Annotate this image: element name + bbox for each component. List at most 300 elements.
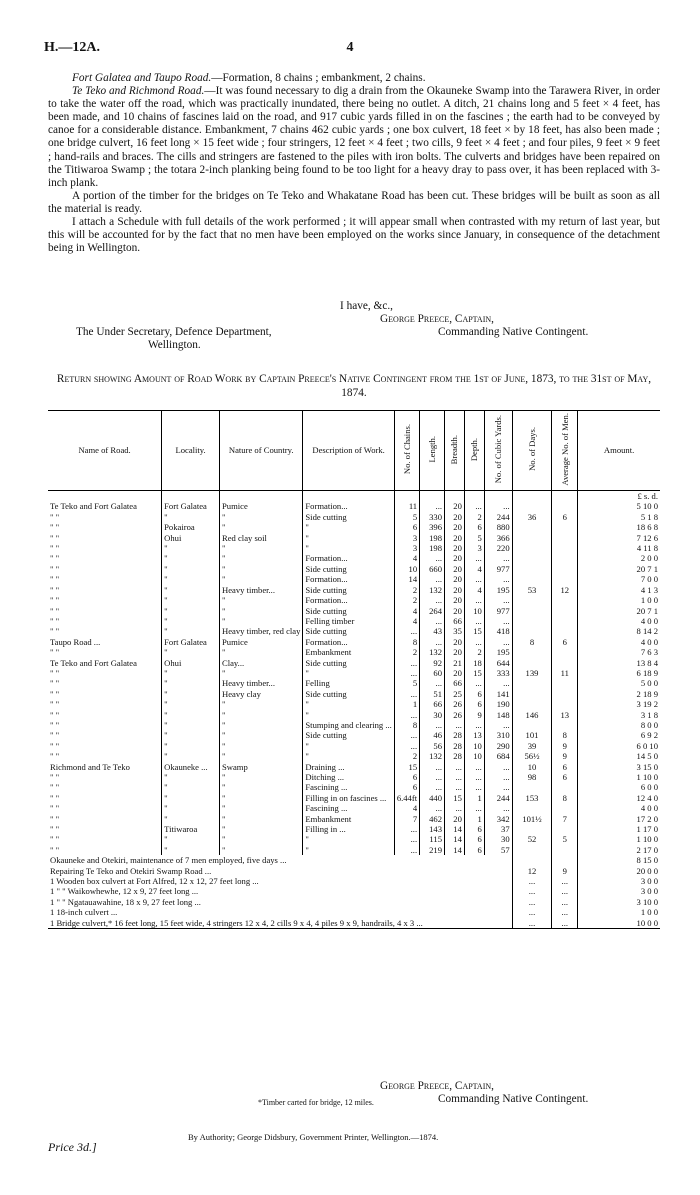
letter-body: [48, 72, 660, 255]
table-cell: [512, 564, 552, 574]
page-header: [44, 40, 656, 60]
table-cell: [512, 803, 552, 813]
table-row: [48, 845, 660, 855]
table-cell: [512, 616, 552, 626]
table-cell: Side cutting: [303, 658, 394, 668]
table-cell: 6: [464, 845, 484, 855]
table-cell: 2 0 0: [578, 553, 660, 563]
table-cell: 26: [445, 710, 465, 720]
table-cell: [552, 699, 578, 709]
table-cell: Embankment: [303, 647, 394, 657]
span-amount: 10 0 0: [578, 918, 660, 929]
table-cell: ": [220, 522, 303, 532]
price: Price 3d.]: [48, 1140, 97, 1154]
table-cell: " ": [50, 803, 60, 814]
table-cell: ...: [484, 501, 512, 511]
table-cell: 264: [420, 606, 445, 616]
span-men: ...: [552, 907, 578, 917]
table-cell: 4 1 3: [578, 585, 660, 595]
table-cell: 20: [445, 814, 465, 824]
table-cell: ...: [420, 803, 445, 813]
table-cell: ...: [464, 720, 484, 730]
table-row: [48, 793, 660, 803]
table-cell: 396: [420, 522, 445, 532]
table-cell: ": [220, 699, 303, 709]
table-cell: 10: [464, 606, 484, 616]
table-cell: 60: [420, 668, 445, 678]
table-cell: ...: [420, 772, 445, 782]
table-cell: ...: [445, 720, 465, 730]
table-cell: [512, 782, 552, 792]
table-cell: ...: [420, 782, 445, 792]
header-cubic-yards: No. of Cubic Yards.: [493, 415, 503, 484]
table-cell: 440: [420, 793, 445, 803]
table-cell: ": [162, 699, 220, 709]
table-cell: [552, 595, 578, 605]
table-cell: " ": [50, 553, 60, 564]
table-cell: [512, 522, 552, 532]
table-cell: ...: [445, 803, 465, 813]
table-cell: 4 0 0: [578, 616, 660, 626]
table-cell: ": [220, 595, 303, 605]
table-cell: " ": [50, 688, 60, 699]
table-cell: 148: [484, 710, 512, 720]
table-cell: 6 0 0: [578, 782, 660, 792]
table-cell: ": [162, 793, 220, 803]
table-cell: 7: [552, 814, 578, 824]
table-cell: 6: [394, 782, 419, 792]
table-cell: 46: [420, 730, 445, 740]
table-cell: Draining ...: [303, 762, 394, 772]
table-row: [48, 585, 660, 595]
table-cell: ": [162, 574, 220, 584]
span-days: ...: [512, 876, 552, 886]
table-cell: Heavy timber...: [220, 585, 303, 595]
table-cell: Stumping and clearing ...: [303, 720, 394, 730]
document-reference: H.—12A.: [44, 40, 100, 55]
table-span-row: [48, 907, 660, 917]
table-cell: ...: [484, 762, 512, 772]
table-cell: 418: [484, 626, 512, 636]
table-cell: " ": [50, 678, 60, 689]
table-cell: 1 10 0: [578, 772, 660, 782]
table-cell: ...: [394, 824, 419, 834]
table-cell: 18: [464, 658, 484, 668]
table-cell: 1: [464, 814, 484, 824]
table-cell: ": [162, 751, 220, 761]
table-cell: 1: [464, 793, 484, 803]
table-cell: 13: [464, 730, 484, 740]
table-header-row: [48, 411, 660, 491]
table-cell: ...: [484, 595, 512, 605]
table-row: [48, 710, 660, 720]
paragraph-1: Fort Galatea and Taupo Road.—Formation, 8 chains ; embankment, 2 chains.: [72, 72, 426, 84]
table-cell: Titiwaroa: [162, 824, 220, 834]
table-cell: ...: [484, 772, 512, 782]
table-cell: ...: [394, 626, 419, 636]
closing-have: I have, &c.,: [340, 300, 394, 312]
span-amount: 3 0 0: [578, 876, 660, 886]
table-cell: ": [220, 574, 303, 584]
table-cell: 330: [420, 512, 445, 522]
table-cell: ": [220, 616, 303, 626]
table-cell: ": [220, 834, 303, 844]
table-cell: Formation...: [303, 553, 394, 563]
span-days: ...: [512, 918, 552, 929]
table-cell: 977: [484, 564, 512, 574]
table-cell: ...: [394, 845, 419, 855]
table-cell: 14 5 0: [578, 751, 660, 761]
span-days: ...: [512, 907, 552, 917]
table-cell: ": [162, 512, 220, 522]
table-cell: Swamp: [220, 762, 303, 772]
table-cell: Heavy clay: [220, 689, 303, 699]
table-cell: 28: [445, 730, 465, 740]
table-cell: ...: [484, 803, 512, 813]
table-cell: 290: [484, 741, 512, 751]
table-cell: [512, 501, 552, 511]
table-cell: [552, 824, 578, 834]
table-cell: 101½: [512, 814, 552, 824]
span-description: 1 Bridge culvert,* 16 feet long, 15 feet wide, 4 stringers 12 x 4, 2 cills 9 x 4, 4 piles 9 x 9, handrails, 4 x 3 ...: [48, 918, 512, 929]
table-cell: 4: [394, 616, 419, 626]
table-cell: 8: [552, 793, 578, 803]
table-cell: 98: [512, 772, 552, 782]
table-row: [48, 658, 660, 668]
table-span-row: [48, 876, 660, 886]
table-cell: " ": [50, 522, 60, 533]
span-description: Okauneke and Otekiri, maintenance of 7 men employed, five days ...: [50, 855, 287, 866]
table-row: [48, 772, 660, 782]
table-row: [48, 616, 660, 626]
table-row: [48, 647, 660, 657]
span-men: ...: [552, 876, 578, 886]
table-cell: 6: [394, 522, 419, 532]
table-cell: ...: [420, 616, 445, 626]
table-cell: [512, 720, 552, 730]
sign-off-signer: George Preece, Captain,: [380, 1080, 494, 1092]
table-cell: " ": [50, 626, 60, 637]
table-row: [48, 595, 660, 605]
table-cell: ...: [464, 772, 484, 782]
table-cell: 6: [464, 834, 484, 844]
table-cell: 14: [445, 845, 465, 855]
header-depth: Depth.: [469, 437, 480, 461]
table-row: [48, 699, 660, 709]
table-cell: 5 0 0: [578, 678, 660, 688]
table-cell: [512, 699, 552, 709]
table-cell: 18 6 8: [578, 522, 660, 532]
table-cell: " ": [50, 844, 60, 855]
table-cell: Richmond and Te Teko: [50, 761, 130, 772]
table-cell: ": [303, 710, 394, 720]
table-cell: 4: [464, 585, 484, 595]
table-cell: 12 4 0: [578, 793, 660, 803]
table-cell: ": [303, 543, 394, 553]
table-cell: 6: [552, 637, 578, 647]
table-cell: 195: [484, 585, 512, 595]
table-cell: ...: [484, 637, 512, 647]
span-days: [512, 855, 552, 865]
table-cell: Heavy timber, red clay: [220, 626, 303, 636]
table-cell: " ": [50, 615, 60, 626]
table-cell: 3 19 2: [578, 699, 660, 709]
span-description: Repairing Te Teko and Otekiri Swamp Road ...: [50, 865, 212, 876]
table-cell: ": [303, 834, 394, 844]
table-cell: [552, 564, 578, 574]
table-cell: 43: [420, 626, 445, 636]
table-cell: [512, 574, 552, 584]
header-length: Length.: [426, 436, 437, 463]
table-cell: 13 8 4: [578, 658, 660, 668]
table-cell: 20: [445, 637, 465, 647]
table-cell: 4 11 8: [578, 543, 660, 553]
table-cell: 28: [445, 741, 465, 751]
table-row: [48, 762, 660, 772]
table-cell: 20: [445, 512, 465, 522]
table-cell: 20 7 1: [578, 606, 660, 616]
table-cell: 20: [445, 543, 465, 553]
table-cell: 35: [445, 626, 465, 636]
table-cell: 2: [464, 647, 484, 657]
table-cell: 4: [464, 564, 484, 574]
table-cell: 37: [484, 824, 512, 834]
table-cell: 14: [445, 834, 465, 844]
header-description-of-work: Description of Work.: [303, 411, 394, 491]
table-cell: Side cutting: [303, 626, 394, 636]
table-cell: 132: [420, 585, 445, 595]
table-cell: ": [220, 845, 303, 855]
table-cell: 20: [445, 595, 465, 605]
table-cell: 139: [512, 668, 552, 678]
table-cell: 198: [420, 543, 445, 553]
closing-block: [48, 300, 660, 352]
table-cell: ": [220, 824, 303, 834]
table-cell: 10: [512, 762, 552, 772]
table-row: [48, 564, 660, 574]
table-cell: 7 6 3: [578, 647, 660, 657]
table-cell: ...: [464, 678, 484, 688]
table-cell: ": [162, 782, 220, 792]
table-row: [48, 782, 660, 792]
span-description: 1 " " Ngatauawahine, 18 x 9, 27 feet long ...: [50, 896, 201, 907]
table-cell: " ": [50, 667, 60, 678]
table-cell: 20: [445, 585, 465, 595]
table-row: [48, 720, 660, 730]
table-cell: ...: [420, 501, 445, 511]
table-cell: " ": [50, 772, 60, 782]
table-cell: " ": [50, 730, 60, 741]
table-cell: [552, 626, 578, 636]
table-cell: Okauneke ...: [162, 762, 220, 772]
table-cell: ": [303, 741, 394, 751]
table-cell: 1 10 0: [578, 834, 660, 844]
table-cell: 36: [512, 512, 552, 522]
table-row: [48, 501, 660, 511]
table-row: [48, 834, 660, 844]
table-row: [48, 741, 660, 751]
table-cell: ...: [394, 668, 419, 678]
table-cell: Felling timber: [303, 616, 394, 626]
table-cell: 30: [420, 710, 445, 720]
table-cell: [512, 824, 552, 834]
table-span-row: [48, 866, 660, 876]
road-work-table: [48, 410, 660, 929]
table-cell: 2: [394, 595, 419, 605]
table-cell: [512, 553, 552, 563]
table-cell: ...: [464, 595, 484, 605]
table-cell: ...: [445, 782, 465, 792]
table-cell: 20: [445, 606, 465, 616]
table-cell: ": [220, 647, 303, 657]
table-cell: ...: [464, 574, 484, 584]
table-cell: 6 9 2: [578, 730, 660, 740]
span-description: 1 " " Waikowhewhe, 12 x 9, 27 feet long ...: [50, 886, 199, 897]
table-row: [48, 522, 660, 532]
table-cell: ": [162, 616, 220, 626]
table-cell: ": [220, 543, 303, 553]
table-cell: ": [220, 606, 303, 616]
table-cell: ": [220, 710, 303, 720]
header-locality: Locality.: [162, 411, 220, 491]
table-cell: 132: [420, 647, 445, 657]
paragraph-4: I attach a Schedule with full details of the work performed ; it will appear small when contrasted with my return of last year, but this will be accounted for by the fact that no men have been employed on the works since January, in consequence of the detachment being in Wellington.: [48, 216, 660, 255]
addressee-city: Wellington.: [148, 339, 201, 352]
table-cell: " ": [50, 584, 60, 595]
span-amount: 3 10 0: [578, 897, 660, 907]
table-cell: [552, 689, 578, 699]
table-row: [48, 803, 660, 813]
span-amount: 20 0 0: [578, 866, 660, 876]
table-cell: [512, 647, 552, 657]
table-cell: [512, 689, 552, 699]
footnote: *Timber carted for bridge, 12 miles.: [258, 1098, 374, 1107]
table-cell: 141: [484, 689, 512, 699]
table-cell: 20: [445, 553, 465, 563]
table-cell: ": [220, 814, 303, 824]
table-cell: 57: [484, 845, 512, 855]
table-cell: " ": [50, 834, 60, 845]
table-cell: 342: [484, 814, 512, 824]
return-title: Return showing Amount of Road Work by Captain Preece's Native Contingent from the 1st of June, 1873, to the 31st of May, 1874.: [56, 373, 652, 399]
table-cell: " ": [50, 595, 60, 606]
table-cell: 7: [394, 814, 419, 824]
table-cell: Red clay soil: [220, 533, 303, 543]
table-cell: 15: [445, 793, 465, 803]
table-cell: 10: [464, 751, 484, 761]
table-cell: 3 15 0: [578, 762, 660, 772]
table-cell: ...: [484, 616, 512, 626]
table-cell: 644: [484, 658, 512, 668]
table-cell: ": [162, 606, 220, 616]
table-cell: 5: [464, 533, 484, 543]
table-cell: 2 18 9: [578, 689, 660, 699]
table-cell: 4 0 0: [578, 637, 660, 647]
span-amount: 3 0 0: [578, 886, 660, 896]
table-cell: 20: [445, 647, 465, 657]
table-cell: ...: [464, 553, 484, 563]
table-cell: 30: [484, 834, 512, 844]
table-cell: Side cutting: [303, 585, 394, 595]
table-cell: Taupo Road ...: [50, 636, 101, 647]
table-cell: " ": [50, 782, 60, 793]
table-cell: ": [220, 751, 303, 761]
table-cell: ...: [394, 689, 419, 699]
table-cell: ...: [445, 762, 465, 772]
table-cell: [552, 533, 578, 543]
table-cell: 333: [484, 668, 512, 678]
table-cell: 8 0 0: [578, 720, 660, 730]
table-cell: 5: [394, 678, 419, 688]
table-cell: [552, 616, 578, 626]
table-cell: 6: [464, 699, 484, 709]
table-cell: " ": [50, 543, 60, 554]
table-cell: [512, 845, 552, 855]
table-cell: 101: [512, 730, 552, 740]
table-cell: " ": [50, 574, 60, 585]
table-cell: ": [220, 793, 303, 803]
table-cell: Pumice: [220, 501, 303, 511]
span-amount: 8 15 0: [578, 855, 660, 865]
table-cell: ...: [394, 834, 419, 844]
table-cell: 20: [445, 574, 465, 584]
table-cell: 4: [394, 606, 419, 616]
table-cell: 8: [394, 720, 419, 730]
table-cell: 132: [420, 751, 445, 761]
table-cell: " ": [50, 532, 60, 543]
table-body: [48, 491, 660, 929]
span-description: 1 18-inch culvert ...: [50, 907, 118, 918]
table-cell: 143: [420, 824, 445, 834]
table-cell: 660: [420, 564, 445, 574]
table-cell: 244: [484, 793, 512, 803]
table-cell: ": [303, 533, 394, 543]
paragraph-3: A portion of the timber for the bridges on Te Teko and Whakatane Road has been cut. These bridges will be built as soon as all the material is ready.: [48, 189, 660, 215]
table-cell: Fascining ...: [303, 803, 394, 813]
table-cell: ": [162, 845, 220, 855]
table-cell: 8 14 2: [578, 626, 660, 636]
table-cell: 13: [552, 710, 578, 720]
span-men: 9: [552, 866, 578, 876]
table-cell: ...: [445, 772, 465, 782]
table-cell: ": [162, 834, 220, 844]
table-cell: 21: [445, 658, 465, 668]
table-cell: " ": [50, 563, 60, 574]
table-cell: 6: [464, 522, 484, 532]
table-row: [48, 678, 660, 688]
paragraph-2: Te Teko and Richmond Road.—It was found necessary to dig a drain from the Okauneke Swamp into the Tarawera River, in order to take the water off the road, which was practically inundated, there being no outlet. A ditch, 21 chains long and 5 feet × 4 feet, has been made, and 10 chains of fascines laid on the road, and 917 cubic yards filled in on the fascines ; the earth had to be conveyed by canoe for a considerable distance. Embankment, 7 chains 462 cubic yards ; one box culvert, 18 feet × by 18 feet, has also been made ; one bridge culvert, 16 feet long × 15 feet wide ; four stringers, 12 feet × 4 feet ; two cills, 9 feet × 4 feet ; and four piles, 9 feet × 9 feet ; hand-rails and braces. The cills and stringers are fastened to the piles with iron bolts. The culverts and bridges have been repaired on the Titiwaroa Swamp ; the totara 2-inch planking being found to be too light for a heavy dray to pass over, it has been replaced with 3-inch plank.: [48, 85, 660, 189]
span-days: 12: [512, 866, 552, 876]
table-cell: ...: [420, 678, 445, 688]
table-cell: " ": [50, 511, 60, 522]
table-cell: ": [162, 814, 220, 824]
table-cell: ": [303, 751, 394, 761]
table-cell: 880: [484, 522, 512, 532]
table-cell: [552, 553, 578, 563]
table-cell: 6: [552, 762, 578, 772]
table-cell: 6 18 9: [578, 668, 660, 678]
table-cell: Side cutting: [303, 689, 394, 699]
table-cell: Te Teko and Fort Galatea: [50, 501, 137, 512]
table-row: [48, 512, 660, 522]
table-cell: Fascining ...: [303, 782, 394, 792]
table-cell: ": [303, 845, 394, 855]
table-cell: ...: [420, 720, 445, 730]
table-cell: [512, 606, 552, 616]
currency-units: £ s. d.: [578, 491, 660, 502]
table-row: [48, 574, 660, 584]
addressee: The Under Secretary, Defence Department,: [76, 326, 272, 339]
